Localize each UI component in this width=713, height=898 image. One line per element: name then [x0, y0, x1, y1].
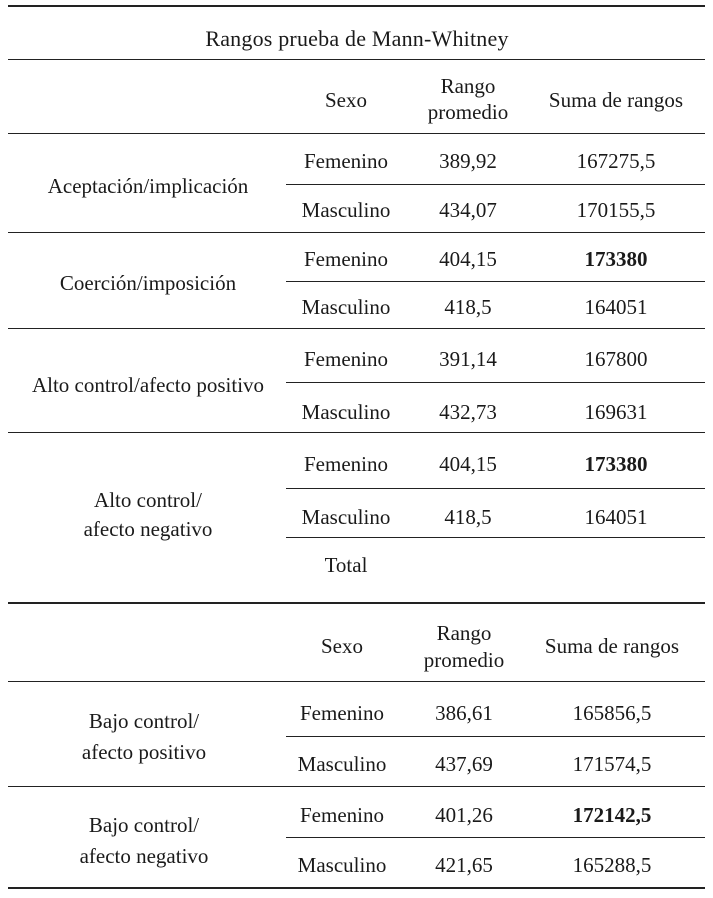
- header-rango-line1: Rango: [440, 74, 496, 98]
- row-divider: [286, 488, 705, 489]
- cell-suma: 167800: [584, 347, 648, 371]
- cell-sexo: Masculino: [297, 853, 387, 877]
- cell-rango: 418,5: [444, 505, 492, 529]
- group-divider: [8, 232, 705, 233]
- cell-suma: 165288,5: [572, 853, 652, 877]
- group-divider: [8, 786, 705, 787]
- cell-sexo: Masculino: [301, 295, 391, 319]
- group-divider: [8, 328, 705, 329]
- cell-rango: 404,15: [439, 247, 497, 271]
- group-label-line1: Bajo control/: [88, 813, 200, 837]
- title-divider: [8, 59, 705, 60]
- cell-rango: 418,5: [444, 295, 492, 319]
- group-label: Aceptación/implicación: [47, 174, 249, 198]
- cell-suma: 173380: [584, 247, 648, 271]
- cell-sexo: Femenino: [304, 149, 388, 173]
- header-rango-line1: Rango: [436, 621, 492, 645]
- header-suma: Suma de rangos: [548, 88, 684, 112]
- header-rango-line2: promedio: [427, 100, 509, 124]
- cell-sexo: Femenino: [300, 803, 384, 827]
- cell-rango: 432,73: [439, 400, 497, 424]
- row-divider: [286, 184, 705, 185]
- cell-suma: 165856,5: [572, 701, 652, 725]
- table-title: Rangos prueba de Mann-Whitney: [205, 26, 509, 51]
- cell-rango: 386,61: [435, 701, 493, 725]
- cell-sexo: Femenino: [304, 347, 388, 371]
- row-divider: [286, 382, 705, 383]
- cell-rango: 421,65: [435, 853, 493, 877]
- total-label: Total: [324, 553, 368, 577]
- cell-sexo: Masculino: [301, 505, 391, 529]
- cell-rango: 434,07: [439, 198, 497, 222]
- cell-suma: 164051: [584, 295, 648, 319]
- header-divider: [8, 681, 705, 682]
- cell-sexo: Masculino: [301, 400, 391, 424]
- cell-rango: 401,26: [435, 803, 493, 827]
- cell-rango: 437,69: [435, 752, 493, 776]
- bottom-border: [8, 887, 705, 889]
- cell-suma: 164051: [584, 505, 648, 529]
- header-rango-line2: promedio: [423, 648, 505, 672]
- cell-sexo: Femenino: [304, 452, 388, 476]
- cell-suma: 171574,5: [572, 752, 652, 776]
- cell-rango: 389,92: [439, 149, 497, 173]
- section-divider: [8, 602, 705, 604]
- cell-suma: 173380: [584, 452, 648, 476]
- row-divider: [286, 281, 705, 282]
- cell-suma: 169631: [584, 400, 648, 424]
- row-divider: [286, 736, 705, 737]
- cell-sexo: Masculino: [297, 752, 387, 776]
- group-label: Alto control/afecto positivo: [31, 373, 265, 397]
- header-divider: [8, 133, 705, 134]
- group-label: Coerción/imposición: [59, 271, 237, 295]
- cell-sexo: Femenino: [300, 701, 384, 725]
- row-divider: [286, 537, 705, 538]
- cell-suma: 170155,5: [576, 198, 656, 222]
- top-border: [8, 5, 705, 7]
- header-sexo: Sexo: [325, 88, 367, 112]
- group-label-line1: Bajo control/: [88, 709, 200, 733]
- cell-rango: 391,14: [439, 347, 497, 371]
- group-label-line1: Alto control/: [94, 488, 202, 512]
- header-suma: Suma de rangos: [544, 634, 680, 658]
- cell-rango: 404,15: [439, 452, 497, 476]
- header-sexo: Sexo: [321, 634, 363, 658]
- cell-suma: 167275,5: [576, 149, 656, 173]
- group-label-line2: afecto negativo: [79, 844, 209, 868]
- cell-suma: 172142,5: [572, 803, 652, 827]
- cell-sexo: Femenino: [304, 247, 388, 271]
- row-divider: [286, 837, 705, 838]
- group-label-line2: afecto negativo: [83, 517, 213, 541]
- cell-sexo: Masculino: [301, 198, 391, 222]
- group-label-line2: afecto positivo: [81, 740, 207, 764]
- group-divider: [8, 432, 705, 433]
